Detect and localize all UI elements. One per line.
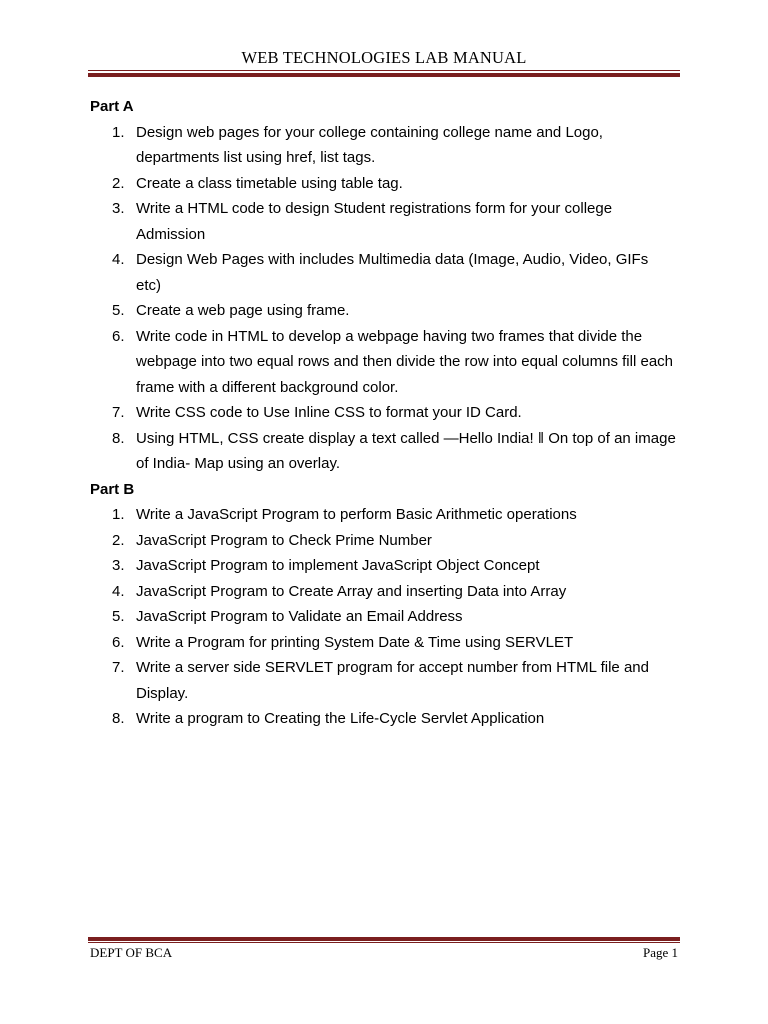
list-item: 6. Write a Program for printing System Date & Time using SERVLET [112,633,574,651]
header-rule-thick [88,73,680,77]
part-b-heading: Part B [90,480,135,498]
list-item: 7. Write CSS code to Use Inline CSS to format your ID Card. [112,404,522,421]
list-item: 2. Create a class timetable using table tag. [112,174,403,192]
footer-page-number: Page 1 [642,945,678,960]
part-a-list [90,120,680,477]
footer-rule-thick [88,937,680,941]
list-item: 3. Write a HTML code to design Student registrations form for your college Admission [112,200,613,243]
page-footer [90,945,678,961]
list-item: 5. Create a web page using frame. [112,302,350,319]
list-item: 4. Design Web Pages with includes Multimedia data (Image, Audio, Video, GIFs etc) [112,251,665,294]
list-item: 3. JavaScript Program to implement JavaScript Object Concept [112,557,540,574]
list-item: 8. Write a program to Creating the Life-Cycle Servlet Application [112,710,545,727]
footer-dept: DEPT OF BCA [90,945,173,960]
page-header-title: WEB TECHNOLOGIES LAB MANUAL [241,48,527,67]
list-item: 8. Using HTML, CSS create display a text called —Hello India! ‖ On top of an image of India- Map using an overlay. [112,429,676,472]
part-b-list [90,502,680,732]
list-item: 1. Design web pages for your college containing college name and Logo, departments list using href, list tags. [112,123,603,166]
footer-rule-thin [88,942,680,943]
list-item: 4. JavaScript Program to Create Array and inserting Data into Array [112,582,567,600]
list-item: 5. JavaScript Program to Validate an Email Address [112,608,463,625]
header-rule-thin [88,70,680,71]
list-item: 6. Write code in HTML to develop a webpage having two frames that divide the webpage into two equal rows and then divide the row into equal columns fill each frame with a different background color. [112,327,673,396]
list-item: 2. JavaScript Program to Check Prime Number [112,531,432,549]
part-a-heading: Part A [90,98,134,115]
list-item: 7. Write a server side SERVLET program for accept number from HTML file and Display. [112,659,649,702]
document-body [90,94,680,732]
list-item: 1. Write a JavaScript Program to perform Basic Arithmetic operations [112,506,577,523]
